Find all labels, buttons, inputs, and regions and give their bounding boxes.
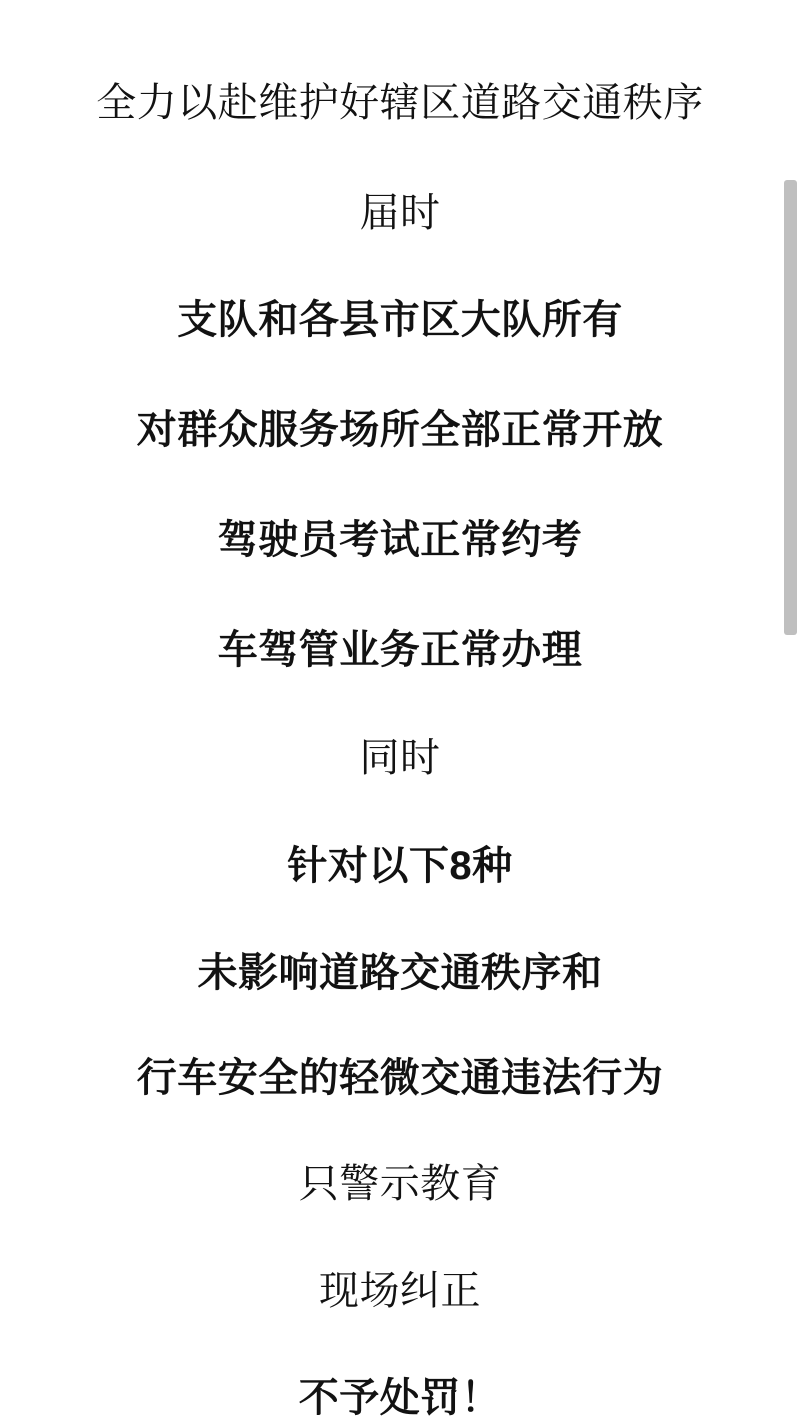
text-line: 驾驶员考试正常约考 bbox=[217, 518, 583, 562]
text-line: 同时 bbox=[359, 736, 441, 780]
text-line: 未影响道路交通秩序和 bbox=[197, 951, 603, 995]
text-line: 现场纠正 bbox=[319, 1269, 481, 1313]
scrollbar-thumb[interactable] bbox=[784, 180, 797, 635]
text-line: 对群众服务场所全部正常开放 bbox=[136, 408, 664, 452]
text-line: 行车安全的轻微交通违法行为 bbox=[136, 1056, 664, 1100]
text-line: 全力以赴维护好辖区道路交通秩序 bbox=[96, 81, 704, 125]
text-line: 支队和各县市区大队所有 bbox=[177, 298, 623, 342]
text-line: 车驾管业务正常办理 bbox=[217, 628, 583, 672]
text-line: 只警示教育 bbox=[298, 1162, 502, 1206]
text-line: 不予处罚！ bbox=[298, 1376, 502, 1420]
text-line: 针对以下8种 bbox=[287, 844, 513, 888]
text-line: 届时 bbox=[359, 191, 441, 235]
